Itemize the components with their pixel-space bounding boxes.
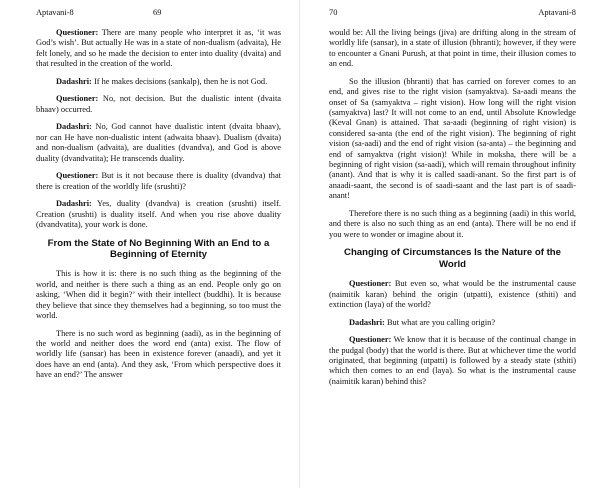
paragraph: There is no such word as beginning (aadi), as in the beginning of the world and neither does the word end (anta) exist. The flow of worldly life (sansar) has been in existence forever (anaadi), and yet it does have an end (anta). And they ask, ‘From which perspective does it have an end?’ The answer <box>36 328 281 380</box>
paragraph-text: But is it not because there is duality (dvandva) that there is creation of the worldly life (srushti)? <box>36 171 281 191</box>
running-title: Aptavani-8 <box>36 8 74 17</box>
paragraph <box>329 335 576 387</box>
speaker-label: Questioner: <box>56 171 99 181</box>
speaker-label: Dadashri: <box>56 122 92 132</box>
paragraph: would be: All the living beings (jiva) are drifting along in the stream of worldly life (sansar), in a state of illusion (bhranti); however, if they were to encounter a Gnani Purush, at that point in time, their illusion comes to an end. <box>329 28 576 69</box>
right-page <box>300 0 599 488</box>
paragraph-text: We know that it is because of the continual change in the pudgal (body) that the world is there. But at whichever time the world originated, that beginning (utpatti) is followed by a steady state (sthiti) which then comes to an end (laya). So what is the instrumental cause (naimitik karan) behind this? <box>329 335 576 386</box>
paragraph <box>329 318 576 328</box>
paragraph <box>36 94 281 115</box>
speaker-label: Questioner: <box>56 94 99 104</box>
section-heading: From the State of No Beginning With an End to a Beginning of Eternity <box>47 237 270 261</box>
paragraph <box>329 279 576 310</box>
paragraph <box>36 28 281 70</box>
paragraph-text: But what are you calling origin? <box>384 317 496 327</box>
speaker-label: Questioner: <box>349 279 392 289</box>
page-number: 70 <box>329 8 338 17</box>
speaker-label: Questioner: <box>56 28 99 37</box>
speaker-label: Dadashri: <box>349 317 385 327</box>
paragraph: So the illusion (bhranti) that has carried on forever comes to an end, and gives rise to the right vision (samyaktva). Sa-aadi means the onset of Sa (samyaktva – right vision). How long will the right vision (samyaktva) last? It will not come to an end, until Absolute Knowledge (Keval Gnan) is attained. That sa-aadi (beginning of right vision) is considered sa-anta (the end of the right vision). The beginning of right vision (sa-aadi) and the end of right vision (sa-anta) – the beginning and end of samyaktva (right vision)! While in moksha, there will be a beginning of right vision (sa-aadi), which will remain throughout infinity (anant). And that is why it is called saadi-anant. So the first part is of anaadi-saant, the second is of saadi-saant and the last part is of saadi-anant! <box>329 76 576 201</box>
speaker-label: Questioner: <box>349 335 392 345</box>
page-number: 69 <box>153 8 162 17</box>
speaker-label: Dadashri: <box>56 199 92 209</box>
section-heading: Changing of Circumstances Is the Nature of the World <box>344 247 561 270</box>
paragraph-text: No, not decision. But the dualistic intent (dvaita bhaav) occurred. <box>36 94 281 114</box>
paragraph <box>36 199 281 230</box>
paragraph <box>36 171 281 192</box>
paragraph-text: No, God cannot have dualistic intent (dvaita bhaav), nor can He have non-dualistic intent (adwaita bhaav). Dualism (dvaita) and non-dualism (advaita), are dualities (dvandva), and God is above duality (dvandvatita); He transcends duality. <box>36 122 281 163</box>
paragraph-text: There are many people who interpret it as, ‘it was God’s wish’. But actually He was in a state of non-dualism (advaita), He felt lonely, and so he made the decision to enter into duality (dvaita) and that resulted in the creation of the world. <box>36 28 281 69</box>
speaker-label: Dadashri: <box>56 76 92 86</box>
paragraph: Therefore there is no such thing as a beginning (aadi) in this world, and there is also no such thing as an end (anta). There will be no end if you were to wonder or imagine about it. <box>329 208 576 239</box>
paragraph-text: Yes, duality (dvandva) is creation (srushti) itself. Creation (srushti) is duality itself. And when you rise above duality (dvandvatita), your work is done. <box>36 199 281 230</box>
left-text-column <box>36 28 281 388</box>
right-text-column <box>329 28 576 394</box>
paragraph: This is how it is: there is no such thing as the beginning of the world, and neither is there such a thing as an end. People only go on asking, ‘When did it begin?’ with their intellect (buddhi). It is because they believe that since they themselves had a beginning, so too must the world. <box>36 269 281 321</box>
paragraph <box>36 77 281 87</box>
paragraph-text: But even so, what would be the instrumental cause (naimitik karan) behind the origin (utpatti), existence (sthiti) and extinction (laya) of the world? <box>329 279 576 309</box>
paragraph-text: If he makes decisions (sankalp), then he is not God. <box>91 76 268 86</box>
paragraph <box>36 122 281 164</box>
running-title: Aptavani-8 <box>538 8 576 17</box>
